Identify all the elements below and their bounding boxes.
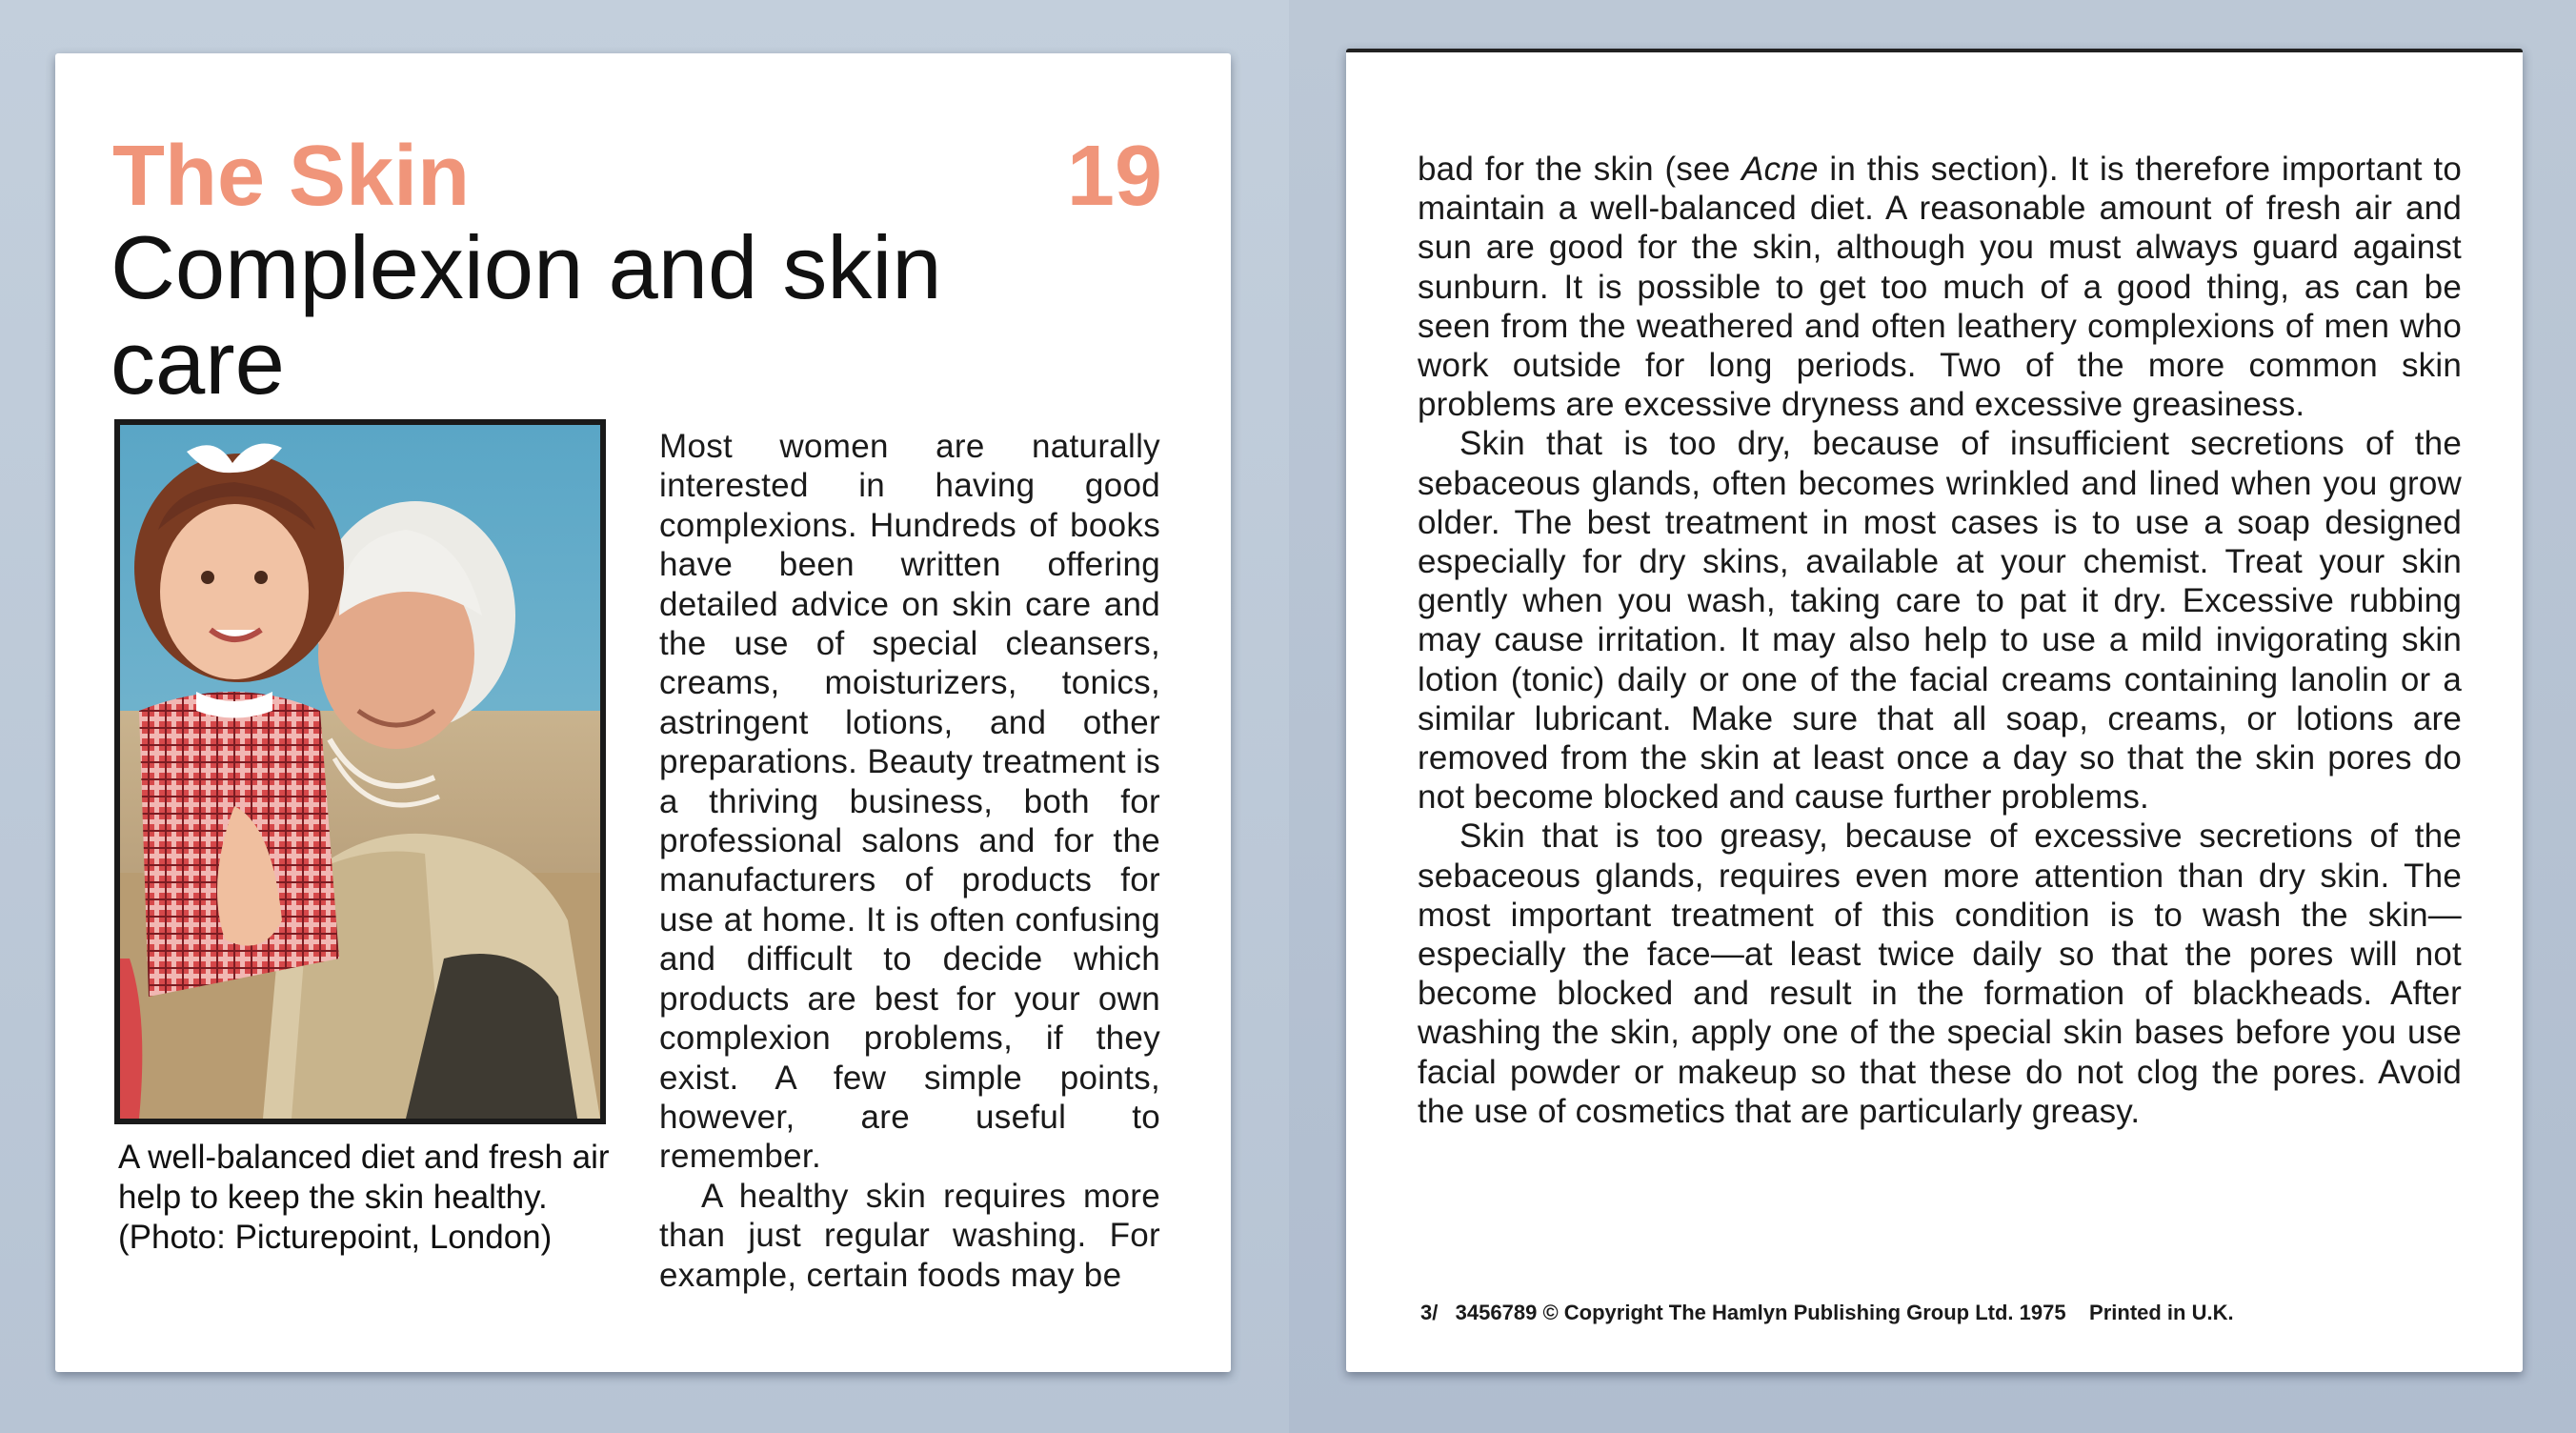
photo-grandmother-and-girl [114, 419, 606, 1124]
photo-illustration [120, 425, 600, 1119]
front-paragraph-1: Most women are naturally interested in having good complexions. Hundreds of books have been written offering detailed advice on skin care and the use of special cleansers, creams, moisturizers, tonics, astringent lotions, and other preparations. Beauty treatment is a thriving business, both for professional salons and for the manufacturers of products for use at home. It is often confusing and difficult to decide which products are best for your own complexion problems, if they exist. A few simple points, however, are useful to remember. [659, 428, 1160, 1176]
front-body-text [659, 427, 1160, 1295]
card-number: 19 [1066, 129, 1162, 224]
back-paragraph-3: Skin that is too greasy, because of excessive secretions of the sebaceous glands, requires even more attention than dry skin. The most important treatment of this condition is to wash the skin—especially the face—at least twice daily so that the pores will not become blocked and result in the formation of blackheads. After washing the skin, apply one of the special skin bases before you use facial powder or makeup so that these do not clog the pores. Avoid the use of cosmetics that are particularly greasy. [1418, 817, 2462, 1130]
card-back [1346, 49, 2523, 1372]
acne-reference: Acne [1741, 151, 1819, 188]
back-paragraph-1-rest: in this section). It is therefore important to maintain a well-balanced diet. A reasonable amount of fresh air and sun are good for the skin, although you must always guard against sunburn. It is possible to get too much of a good thing, as can be seen from the weathered and often leathery complexions of men who work outside for long periods. Two of the more common skin problems are excessive dryness and excessive greasiness. [1418, 151, 2463, 424]
section-title: The Skin [112, 129, 471, 224]
front-paragraph-2: A healthy skin requires more than just regular washing. For example, certain foods may be [659, 1177, 1160, 1294]
page-title: Complexion and skin care [111, 217, 942, 413]
back-body-text [1418, 150, 2462, 1131]
copyright-footer: 3/ 3456789 © Copyright The Hamlyn Publishing Group Ltd. 1975 Printed in U.K. [1420, 1301, 2234, 1324]
back-paragraph-2: Skin that is too dry, because of insufficient secretions of the sebaceous glands, often becomes wrinkled and lined when you grow older. The best treatment in most cases is to use a soap designed especially for dry skins, available at your chemist. Treat your skin gently when you wash, taking care to pat it dry. Excessive rubbing may cause irritation. It may also help to use a mild invigorating skin lotion (tonic) daily or one of the facial creams containing lanolin or a similar lubricant. Make sure that all soap, creams, or lotions are removed from the skin at least once a day so that the skin pores do not become blocked and cause further problems. [1418, 425, 2462, 817]
photo-caption: A well-balanced diet and fresh air help to keep the skin healthy. (Photo: Picturepoint, London) [118, 1139, 610, 1256]
card-front [55, 53, 1231, 1372]
back-paragraph-1 [1418, 150, 2462, 424]
back-paragraph-1-start: bad for the skin (see [1418, 151, 1742, 188]
